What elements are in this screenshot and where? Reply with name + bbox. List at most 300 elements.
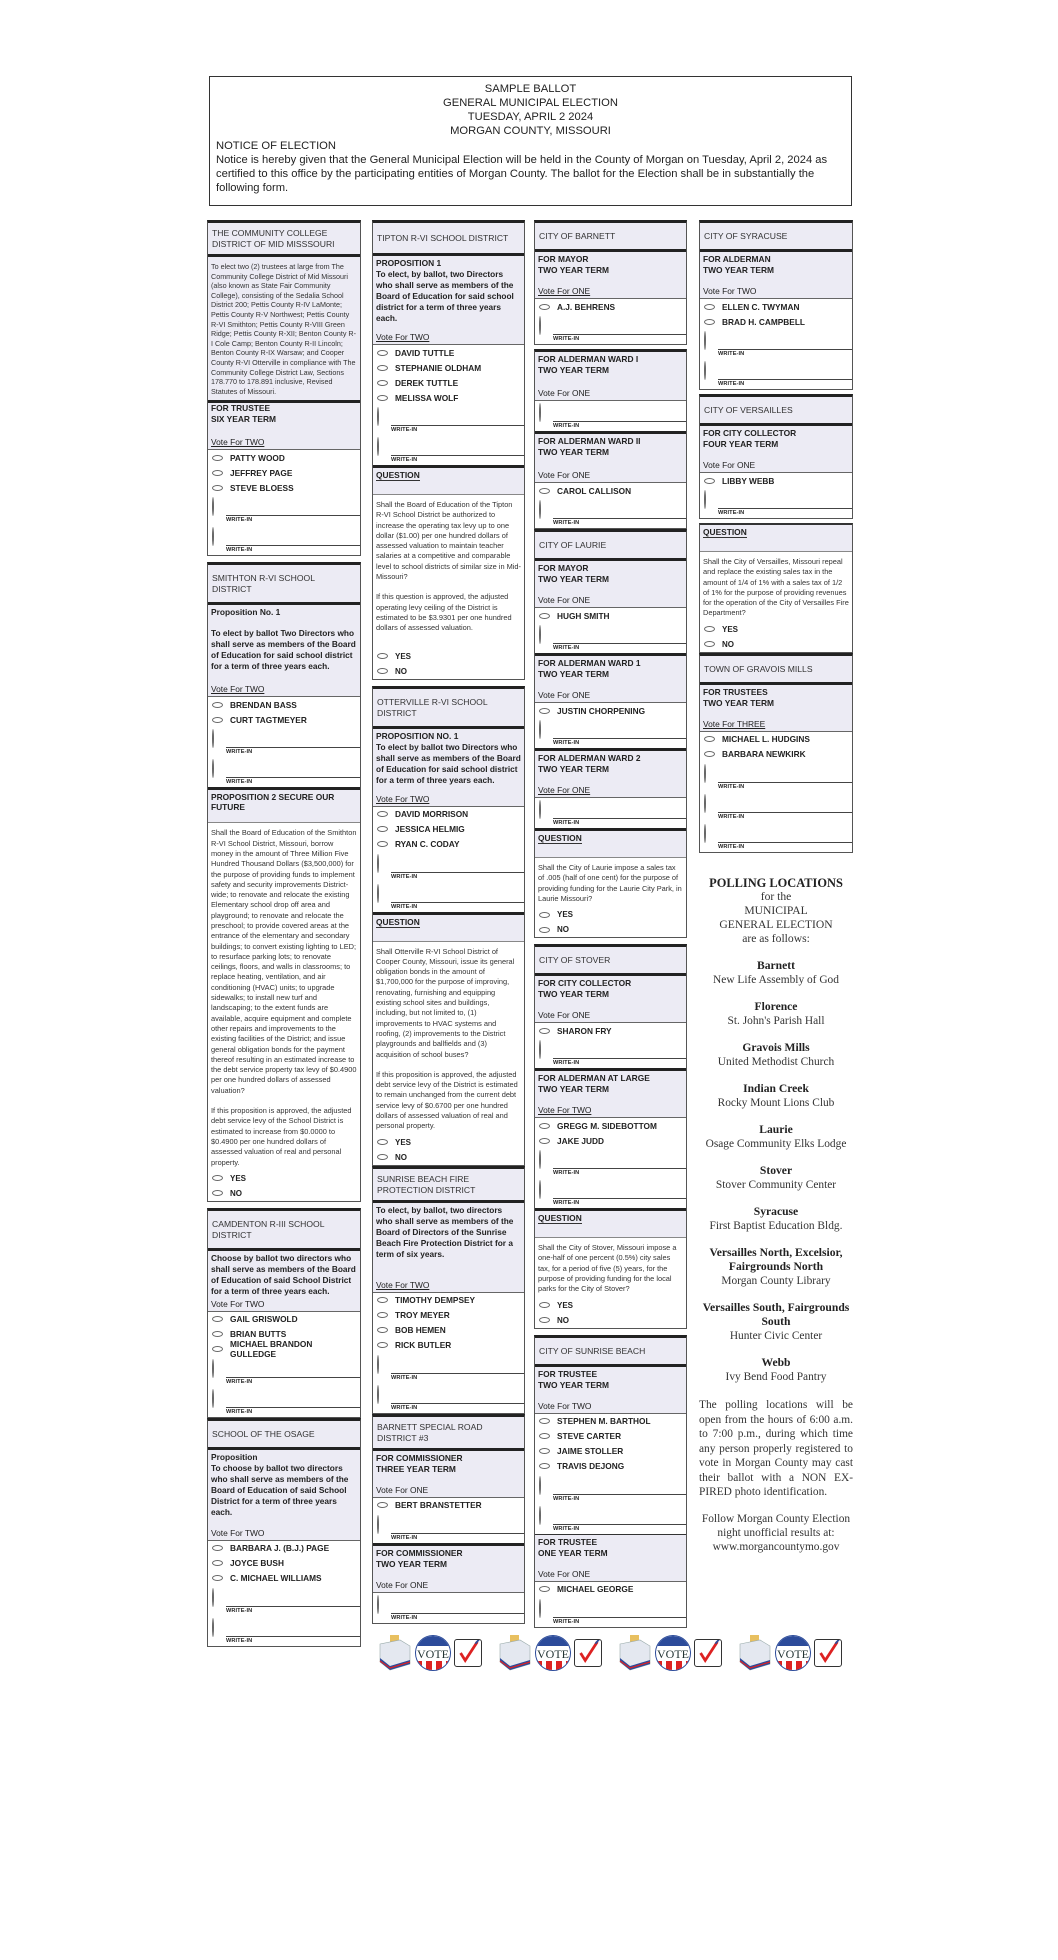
write-in-line <box>391 1373 524 1374</box>
polling-location <box>699 1301 853 1343</box>
candidate-option[interactable] <box>535 299 686 314</box>
results-link-text: Follow Morgan County Election night unofficial results at: www.morgancountymo.gov <box>701 1512 851 1553</box>
candidate-option[interactable] <box>700 747 852 762</box>
write-in-label: WRITE-IN <box>718 843 745 850</box>
write-in-line <box>718 842 852 843</box>
candidate-name: STEPHEN M. BARTHOL <box>557 1416 651 1427</box>
ballot-oval-icon <box>539 1180 541 1199</box>
contest-city-of-laurie <box>534 529 687 938</box>
contest-header <box>535 748 686 798</box>
write-in-option[interactable] <box>373 882 524 912</box>
contest-header <box>700 252 852 299</box>
candidate-option[interactable] <box>208 465 360 480</box>
candidate-option[interactable] <box>373 345 524 360</box>
term-label: TWO YEAR TERM <box>538 1084 610 1095</box>
candidate-option[interactable] <box>535 1133 686 1148</box>
write-in-option[interactable] <box>535 498 686 528</box>
write-in-option[interactable] <box>208 1586 360 1616</box>
ballot-oval-icon <box>212 1346 223 1352</box>
contest-header <box>535 431 686 483</box>
section-title: BARNETT SPECIAL ROAD DISTRICT #3 <box>373 1417 524 1451</box>
write-in-option[interactable] <box>373 1593 524 1623</box>
vote-badge-text: VOTE <box>417 1647 449 1661</box>
candidate-name: TROY MEYER <box>395 1310 450 1321</box>
write-in-label: WRITE-IN <box>553 820 580 826</box>
contest-header <box>535 252 686 299</box>
ballot-column-3 <box>534 220 687 1628</box>
write-in-option[interactable] <box>535 798 686 828</box>
header-title: SAMPLE BALLOT <box>484 83 577 95</box>
no-label: NO <box>230 1188 242 1198</box>
candidate-option[interactable] <box>373 807 524 822</box>
candidate-option[interactable] <box>535 1582 686 1597</box>
ballot-oval-icon <box>377 653 388 659</box>
ballot-oval-icon <box>704 641 715 647</box>
ballot-oval-icon <box>704 331 706 350</box>
term-label: TWO YEAR TERM <box>703 265 775 275</box>
location-name: Florence <box>754 1000 798 1013</box>
ballot-oval-icon <box>377 668 388 674</box>
ballot-oval-icon <box>539 1028 550 1034</box>
ballot-oval-icon <box>539 1123 550 1129</box>
candidate-option[interactable] <box>700 473 852 488</box>
write-in-line <box>718 508 852 509</box>
write-in-option[interactable] <box>700 792 852 822</box>
write-in-option[interactable] <box>535 314 686 344</box>
write-in-option[interactable] <box>208 757 360 787</box>
ballot-oval-icon <box>212 1575 223 1581</box>
write-in-label: WRITE-IN <box>553 1618 580 1625</box>
office-label: FOR TRUSTEE <box>211 403 271 414</box>
candidate-name: RYAN C. CODAY <box>395 839 460 850</box>
question-body <box>535 858 686 907</box>
candidate-name: A.J. BEHRENS <box>557 301 616 312</box>
ballot-header <box>209 76 852 206</box>
ballot-oval-icon <box>539 1040 541 1059</box>
write-in-option[interactable] <box>373 405 524 435</box>
vote-badge-icon <box>415 1635 451 1671</box>
ballot-box-icon <box>376 1634 412 1672</box>
candidate-name: JAIME STOLLER <box>557 1446 624 1457</box>
ballot-oval-icon <box>212 1545 223 1551</box>
candidate-option[interactable] <box>535 1459 686 1474</box>
contest-header <box>373 729 524 807</box>
term-label: THREE YEAR TERM <box>376 1463 456 1474</box>
write-in-option[interactable] <box>535 1038 686 1068</box>
polling-location <box>699 1041 853 1069</box>
candidate-option[interactable] <box>535 703 686 718</box>
contest-header <box>535 561 686 608</box>
term-label: ONE YEAR TERM <box>538 1547 608 1558</box>
write-in-label: WRITE-IN <box>718 813 745 820</box>
location-place: New Life Assembly of God <box>713 974 839 986</box>
write-in-option[interactable] <box>373 852 524 882</box>
candidate-name: JUSTIN CHORPENING <box>557 705 646 716</box>
contest-header <box>700 426 852 473</box>
vote-for-label: Vote For TWO <box>211 1298 265 1309</box>
candidate-option[interactable] <box>208 450 360 465</box>
write-in-option[interactable] <box>208 495 360 525</box>
section-title: TIPTON R-VI SCHOOL DISTRICT <box>373 223 524 256</box>
no-option[interactable] <box>373 664 524 679</box>
candidate-name: CAROL CALLISON <box>557 485 632 496</box>
candidate-option[interactable] <box>700 299 852 314</box>
candidate-option[interactable] <box>208 697 360 712</box>
vote-for-label: Vote For TWO <box>376 793 430 804</box>
question-body <box>373 495 524 637</box>
write-in-line <box>226 1407 360 1408</box>
no-option[interactable] <box>535 1313 686 1328</box>
candidate-name: JEFFREY PAGE <box>230 467 293 478</box>
contest-otterville <box>372 686 525 1166</box>
write-in-option[interactable] <box>700 762 852 792</box>
write-in-option[interactable] <box>208 1357 360 1387</box>
ballot-oval-icon <box>377 1139 388 1145</box>
section-title: THE COMMUNITY COLLEGE DISTRICT OF MID MISSSOURI <box>208 223 360 257</box>
vote-for-label: Vote For TWO <box>703 286 757 296</box>
candidate-option[interactable] <box>535 1444 686 1459</box>
no-option[interactable] <box>535 922 686 937</box>
write-in-option[interactable] <box>700 822 852 852</box>
ballot-oval-icon <box>539 708 550 714</box>
location-place: First Baptist Education Bldg. <box>709 1220 843 1232</box>
checkmark-icon <box>574 1639 602 1667</box>
candidate-option[interactable] <box>373 390 524 405</box>
candidate-option[interactable] <box>373 1498 524 1513</box>
ballot-oval-icon <box>377 1342 388 1348</box>
term-label: TWO YEAR TERM <box>376 1558 448 1569</box>
ballot-oval-icon <box>539 1476 541 1495</box>
question-label: QUESTION <box>538 1213 582 1224</box>
question-text-note: If this proposition is approved, the adjusted debt service levy of the District is estimated to remain unchanged from the current debt service levy of $0.6700 per one hundred dollars of assessed valuation of real and personal property. <box>376 1069 518 1131</box>
write-in-option[interactable] <box>208 1387 360 1417</box>
candidate-option[interactable] <box>373 837 524 852</box>
candidate-name: BRAD H. CAMPBELL <box>722 316 805 327</box>
contest-header <box>535 1068 686 1118</box>
ballot-oval-icon <box>212 729 214 748</box>
candidate-option[interactable] <box>373 822 524 837</box>
candidate-name: TRAVIS DEJONG <box>557 1461 625 1472</box>
write-in-label: WRITE-IN <box>553 645 580 651</box>
write-in-option[interactable] <box>535 1597 686 1627</box>
location-place: United Methodist Church <box>717 1056 835 1068</box>
header-county: MORGAN COUNTY, MISSOURI <box>450 125 611 137</box>
polling-title: POLLING LOCATIONS <box>709 876 843 890</box>
write-in-label: WRITE-IN <box>226 1637 253 1644</box>
candidate-option[interactable] <box>373 1308 524 1323</box>
write-in-label: WRITE-IN <box>718 783 745 790</box>
write-in-option[interactable] <box>373 1383 524 1413</box>
write-in-option[interactable] <box>535 1474 686 1504</box>
ballot-oval-icon <box>212 527 214 546</box>
proposition-text: To elect by ballot Two Directors who shall serve as members of the Board of Education for said school district for a term of three years each. <box>211 628 356 672</box>
candidate-option[interactable] <box>208 1556 360 1571</box>
write-in-option[interactable] <box>373 435 524 465</box>
office-label: FOR CITY COLLECTOR <box>538 978 632 989</box>
candidate-option[interactable] <box>373 1323 524 1338</box>
ballot-oval-icon <box>212 1331 223 1337</box>
proposition-2-title: PROPOSITION 2 SECURE OUR FUTURE <box>208 787 360 823</box>
ballot-oval-icon <box>377 407 379 426</box>
ballot-oval-icon <box>539 1506 541 1525</box>
polling-subtitle: GENERAL ELECTION <box>719 918 833 931</box>
ballot-oval-icon <box>212 1588 214 1607</box>
candidate-name: BARBARA J. (B.J.) PAGE <box>230 1543 330 1554</box>
candidate-name: JOYCE BUSH <box>230 1558 284 1569</box>
contest-header <box>535 653 686 703</box>
ballot-oval-icon <box>212 717 223 723</box>
candidate-name: BRENDAN BASS <box>230 699 297 710</box>
yes-label: YES <box>557 1300 574 1310</box>
candidate-option[interactable] <box>208 712 360 727</box>
write-in-option[interactable] <box>208 727 360 757</box>
write-in-line <box>226 545 360 546</box>
yes-label: YES <box>557 910 574 920</box>
write-in-label: WRITE-IN <box>391 1374 418 1381</box>
ballot-oval-icon <box>539 500 541 519</box>
ballot-oval-icon <box>704 626 715 632</box>
write-in-option[interactable] <box>535 1504 686 1534</box>
ballot-oval-icon <box>704 736 715 742</box>
office-label: FOR TRUSTEE <box>538 1536 598 1547</box>
no-label: NO <box>722 639 734 649</box>
contest-header <box>535 976 686 1023</box>
contest-header <box>373 1543 524 1593</box>
location-name: Stover <box>759 1164 793 1177</box>
ballot-oval-icon <box>377 1515 379 1534</box>
write-in-option[interactable] <box>535 623 686 653</box>
write-in-label: WRITE-IN <box>226 1607 253 1614</box>
candidate-name: RICK BUTLER <box>395 1340 452 1351</box>
candidate-option[interactable] <box>535 483 686 498</box>
ballot-oval-icon <box>212 497 214 516</box>
write-in-label: WRITE-IN <box>553 1200 580 1207</box>
contest-header <box>535 352 686 401</box>
write-in-line <box>553 1168 686 1169</box>
question-header <box>700 525 852 552</box>
ballot-column-2 <box>372 220 525 1624</box>
ballot-oval-icon <box>377 1355 379 1374</box>
contest-town-of-gravois-mills <box>699 653 853 853</box>
ballot-oval-icon <box>212 1175 223 1181</box>
section-title: OTTERVILLE R-VI SCHOOL DISTRICT <box>373 689 524 729</box>
candidate-option[interactable] <box>535 1429 686 1444</box>
ballot-oval-icon <box>377 350 388 356</box>
header-date: TUESDAY, APRIL 2 2024 <box>467 111 594 123</box>
write-in-label: WRITE-IN <box>553 1495 580 1502</box>
candidate-name: C. MICHAEL WILLIAMS <box>230 1573 322 1584</box>
candidate-option[interactable] <box>535 608 686 623</box>
vote-for-label: Vote For TWO <box>376 332 430 342</box>
candidate-name: JAKE JUDD <box>557 1135 605 1146</box>
location-name: Versailles North, Excelsior, Fairgrounds North <box>709 1246 843 1273</box>
ballot-oval-icon <box>539 1463 550 1469</box>
question-header <box>373 465 524 495</box>
candidate-option[interactable] <box>535 1023 686 1038</box>
contest-city-of-barnett <box>534 220 687 345</box>
write-in-option[interactable] <box>535 1178 686 1208</box>
yes-label: YES <box>230 1173 247 1183</box>
ballot-oval-icon <box>539 1138 550 1144</box>
ballot-oval-icon <box>212 1389 214 1408</box>
no-option[interactable] <box>700 637 852 652</box>
candidate-name: PATTY WOOD <box>230 452 285 463</box>
ballot-oval-icon <box>539 304 550 310</box>
question-header <box>535 1208 686 1238</box>
candidate-name: STEVE CARTER <box>557 1431 622 1442</box>
ballot-box-icon <box>736 1634 772 1672</box>
write-in-option[interactable] <box>373 1513 524 1543</box>
ballot-oval-icon <box>704 764 706 783</box>
proposition-label: PROPOSITION 1 <box>376 258 442 268</box>
ballot-oval-icon <box>539 625 541 644</box>
write-in-option[interactable] <box>535 718 686 748</box>
candidate-name: MELISSA WOLF <box>395 392 459 403</box>
question-text: Shall the City of Stover, Missouri impose a one-half of one percent (0.5%) city sales tax, for a period of five (5) years, for the purpose of providing funding for the local parks for the City of Stover? <box>538 1243 677 1294</box>
write-in-line <box>391 872 524 873</box>
ballot-oval-icon <box>377 884 379 903</box>
write-in-option[interactable] <box>700 359 852 389</box>
ballot-oval-icon <box>377 395 388 401</box>
ballot-oval-icon <box>704 794 706 813</box>
vote-for-label: Vote For ONE <box>538 785 591 795</box>
contest-camdenton <box>207 1208 361 1418</box>
ballot-oval-icon <box>212 1618 214 1637</box>
no-label: NO <box>557 925 569 935</box>
ballot-oval-icon <box>539 1150 541 1169</box>
contest-versailles-question <box>699 523 853 653</box>
write-in-label: WRITE-IN <box>391 1614 418 1621</box>
candidate-option[interactable] <box>373 1338 524 1353</box>
yes-option[interactable] <box>700 622 852 637</box>
candidate-name: DAVID TUTTLE <box>395 347 455 358</box>
polling-locations <box>699 876 853 1554</box>
ballot-oval-icon <box>212 455 223 461</box>
yes-option[interactable] <box>535 1298 686 1313</box>
contest-tipton <box>372 220 525 680</box>
write-in-option[interactable] <box>208 525 360 555</box>
term-label: SIX YEAR TERM <box>211 414 276 425</box>
write-in-line <box>391 425 524 426</box>
location-place: St. John's Parish Hall <box>727 1015 825 1027</box>
write-in-label: WRITE-IN <box>226 517 253 524</box>
candidate-option[interactable] <box>373 1293 524 1308</box>
candidate-name: MICHAEL BRANDON GULLEDGE <box>230 1339 313 1360</box>
candidate-name: MICHAEL L. HUDGINS <box>722 734 810 745</box>
office-label: FOR ALDERMAN <box>703 254 771 264</box>
vote-for-label: Vote For ONE <box>376 1484 429 1495</box>
write-in-option[interactable] <box>535 401 686 431</box>
vote-for-label: Vote For ONE <box>538 286 591 296</box>
vote-for-label: Vote For TWO <box>211 684 265 695</box>
candidate-option[interactable] <box>535 1414 686 1429</box>
candidate-name: STEVE BLOESS <box>230 482 294 493</box>
contest-smithton <box>207 562 361 1202</box>
ballot-oval-icon <box>212 759 214 778</box>
candidate-option[interactable] <box>373 375 524 390</box>
candidate-name: BOB HEMEN <box>395 1325 446 1336</box>
polling-location <box>699 1205 853 1233</box>
write-in-option[interactable] <box>208 1616 360 1646</box>
write-in-option[interactable] <box>373 1353 524 1383</box>
ballot-oval-icon <box>539 1586 550 1592</box>
write-in-line <box>226 747 360 748</box>
write-in-line <box>718 379 852 380</box>
contest-description: Choose by ballot two directors who shall serve as members of the Board of Education of said School District for a term of three years each. <box>211 1252 356 1296</box>
candidate-option[interactable] <box>208 1571 360 1586</box>
notice-title: NOTICE OF ELECTION <box>216 140 336 152</box>
ballot-oval-icon <box>377 1154 388 1160</box>
write-in-option[interactable] <box>700 329 852 359</box>
proposition-label: Proposition <box>211 1451 258 1462</box>
question-label: QUESTION <box>376 916 420 927</box>
candidate-option[interactable] <box>700 732 852 747</box>
ballot-oval-icon <box>539 800 541 819</box>
term-label: TWO YEAR TERM <box>538 447 610 457</box>
yes-option[interactable] <box>535 907 686 922</box>
write-in-line <box>553 818 686 819</box>
ballot-oval-icon <box>539 1448 550 1454</box>
write-in-option[interactable] <box>700 488 852 518</box>
candidate-name: DAVID MORRISON <box>395 809 469 820</box>
yes-option[interactable] <box>373 1135 524 1150</box>
candidate-name: GAIL GRISWOLD <box>230 1314 298 1325</box>
write-in-line <box>718 812 852 813</box>
location-name: Webb <box>761 1356 791 1369</box>
contest-header <box>535 1534 686 1582</box>
candidate-option[interactable] <box>208 1541 360 1556</box>
candidate-option[interactable] <box>208 1312 360 1327</box>
candidate-name: LIBBY WEBB <box>722 475 775 486</box>
contest-header <box>373 1451 524 1498</box>
no-option[interactable] <box>208 1186 360 1201</box>
write-in-line <box>553 738 686 739</box>
write-in-line <box>391 1533 524 1534</box>
write-in-line <box>226 1636 360 1637</box>
vote-icon-group <box>496 1632 614 1674</box>
ballot-oval-icon <box>377 1297 388 1303</box>
ballot-oval-icon <box>539 1317 550 1323</box>
office-label: FOR ALDERMAN WARD I <box>538 354 639 364</box>
location-name: Indian Creek <box>743 1082 809 1095</box>
candidate-option[interactable] <box>373 360 524 375</box>
candidate-option[interactable] <box>700 314 852 329</box>
yes-option[interactable] <box>208 1171 360 1186</box>
candidate-name: STEPHANIE OLDHAM <box>395 362 482 373</box>
ballot-oval-icon <box>539 613 550 619</box>
contest-description: To elect by ballot two Directors who shall serve as members of the Board of Education for said school district for a term of three years each. <box>376 741 521 785</box>
vote-badge-text: VOTE <box>537 1647 569 1661</box>
candidate-option[interactable] <box>208 1339 360 1360</box>
write-in-label: WRITE-IN <box>553 740 580 746</box>
yes-option[interactable] <box>373 649 524 664</box>
write-in-option[interactable] <box>535 1148 686 1178</box>
vote-icon-group <box>736 1632 854 1674</box>
candidate-option[interactable] <box>535 1118 686 1133</box>
notice-text: Notice is hereby given that the General Municipal Election will be held in the County of Morgan on Tuesday, April 2, 2024 as certified to this office by the participating entities of Morgan County. The ballot for the Election shall be in substantially the following form. <box>216 154 828 194</box>
candidate-option[interactable] <box>208 480 360 495</box>
candidate-name: JESSICA HELMIG <box>395 824 465 835</box>
polling-subtitle: MUNICIPAL <box>744 904 808 917</box>
write-in-line <box>553 518 686 519</box>
write-in-label: WRITE-IN <box>718 510 745 516</box>
no-option[interactable] <box>373 1150 524 1165</box>
ballot-oval-icon <box>704 478 715 484</box>
question-text: Shall the City of Versailles, Missouri repeal and replace the existing sales tax in the amount of 1/4 of 1% with a sales tax of 1/2 of 1% for the purpose of providing revenues for the operation of the City of Versailles Fire Department? <box>703 557 849 618</box>
location-name: Barnett <box>757 959 795 972</box>
polling-location <box>699 1082 853 1110</box>
contest-description: To choose by ballot two directors who shall serve as members of the Board of Education of said School District for a term of three years each. <box>211 1462 349 1517</box>
